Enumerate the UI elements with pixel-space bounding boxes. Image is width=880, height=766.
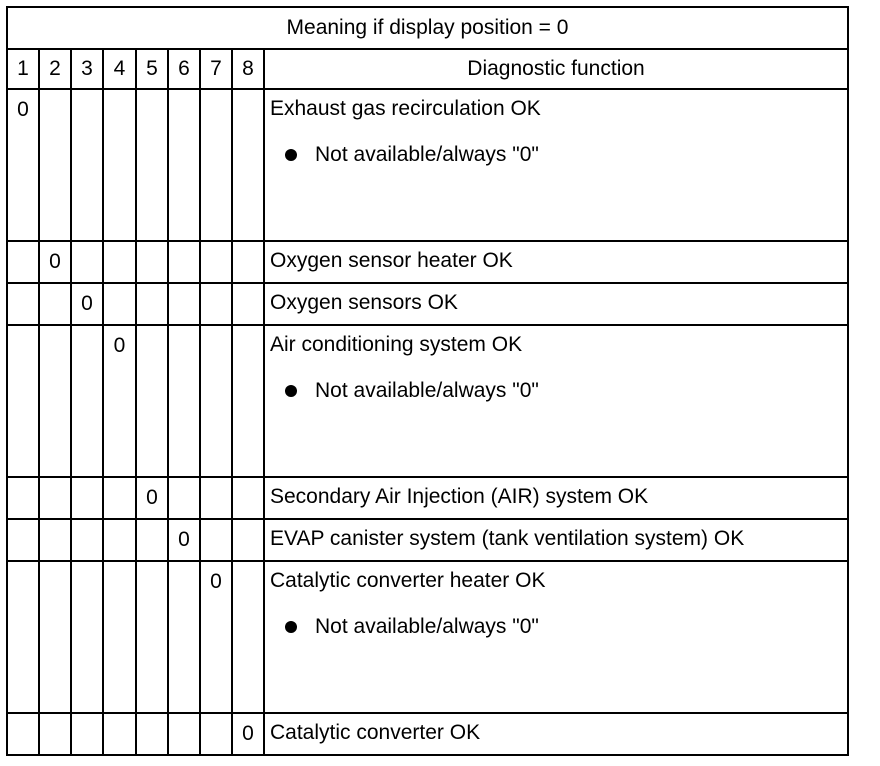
- function-cell: [264, 519, 848, 561]
- empty-cell: [7, 519, 39, 561]
- empty-cell: [232, 89, 264, 241]
- position-cell: [232, 713, 264, 755]
- empty-cell: [136, 519, 168, 561]
- empty-cell: [232, 325, 264, 477]
- table-row: [7, 241, 848, 283]
- function-text: Oxygen sensors OK: [270, 291, 458, 314]
- empty-cell: [103, 477, 136, 519]
- position-value: 0: [17, 98, 29, 121]
- empty-cell: [200, 241, 232, 283]
- position-cell: [103, 325, 136, 477]
- empty-cell: [71, 713, 103, 755]
- empty-cell: [200, 283, 232, 325]
- empty-cell: [71, 477, 103, 519]
- column-header-1: 1: [7, 49, 39, 89]
- function-text: Secondary Air Injection (AIR) system OK: [270, 485, 649, 508]
- empty-cell: [7, 477, 39, 519]
- empty-cell: [103, 561, 136, 713]
- empty-cell: [39, 283, 71, 325]
- empty-cell: [136, 325, 168, 477]
- empty-cell: [39, 477, 71, 519]
- position-value: 0: [178, 528, 190, 551]
- function-text: Air conditioning system OK: [270, 333, 523, 356]
- empty-cell: [39, 561, 71, 713]
- function-cell: [264, 561, 848, 713]
- empty-cell: [200, 477, 232, 519]
- position-cell: [168, 519, 200, 561]
- empty-cell: [200, 89, 232, 241]
- empty-cell: [7, 561, 39, 713]
- note-text: Not available/always "0": [315, 615, 539, 638]
- empty-cell: [39, 519, 71, 561]
- diagnostic-table: [6, 6, 849, 756]
- empty-cell: [39, 713, 71, 755]
- function-cell: [264, 89, 848, 241]
- empty-cell: [232, 477, 264, 519]
- empty-cell: [168, 561, 200, 713]
- empty-cell: [168, 325, 200, 477]
- table-row: [7, 519, 848, 561]
- empty-cell: [168, 89, 200, 241]
- empty-cell: [136, 561, 168, 713]
- function-cell: [264, 477, 848, 519]
- column-header-2: 2: [39, 49, 71, 89]
- column-header-7: 7: [200, 49, 232, 89]
- empty-cell: [136, 713, 168, 755]
- empty-cell: [200, 325, 232, 477]
- empty-cell: [7, 241, 39, 283]
- function-text: EVAP canister system (tank ventilation system) OK: [270, 527, 745, 550]
- note: [265, 121, 847, 167]
- empty-cell: [103, 241, 136, 283]
- empty-cell: [232, 519, 264, 561]
- function-header: Diagnostic function: [264, 49, 848, 89]
- empty-cell: [71, 325, 103, 477]
- table-row: [7, 561, 848, 713]
- note: [265, 357, 847, 403]
- table-title: Meaning if display position = 0: [7, 7, 848, 49]
- empty-cell: [71, 561, 103, 713]
- position-value: 0: [49, 250, 61, 273]
- note-text: Not available/always "0": [315, 379, 539, 402]
- empty-cell: [103, 89, 136, 241]
- position-cell: [7, 89, 39, 241]
- empty-cell: [200, 713, 232, 755]
- empty-cell: [136, 241, 168, 283]
- function-cell: [264, 283, 848, 325]
- empty-cell: [200, 519, 232, 561]
- function-text: Catalytic converter heater OK: [270, 569, 546, 592]
- empty-cell: [168, 241, 200, 283]
- column-header-4: 4: [103, 49, 136, 89]
- position-value: 0: [146, 486, 158, 509]
- empty-cell: [103, 283, 136, 325]
- bullet-icon: [285, 621, 297, 633]
- position-cell: [136, 477, 168, 519]
- table-row: [7, 325, 848, 477]
- empty-cell: [39, 89, 71, 241]
- function-cell: [264, 241, 848, 283]
- function-text: Oxygen sensor heater OK: [270, 249, 513, 272]
- empty-cell: [136, 283, 168, 325]
- empty-cell: [7, 325, 39, 477]
- function-text: Catalytic converter OK: [270, 721, 481, 744]
- empty-cell: [71, 519, 103, 561]
- function-text: Exhaust gas recirculation OK: [270, 97, 541, 120]
- empty-cell: [7, 283, 39, 325]
- position-value: 0: [242, 722, 254, 745]
- table-row: [7, 477, 848, 519]
- table-row: [7, 283, 848, 325]
- function-cell: [264, 713, 848, 755]
- position-value: 0: [113, 334, 126, 357]
- empty-cell: [103, 713, 136, 755]
- empty-cell: [71, 241, 103, 283]
- column-header-8: 8: [232, 49, 264, 89]
- bullet-icon: [285, 149, 297, 161]
- column-header-6: 6: [168, 49, 200, 89]
- header-row: [7, 49, 848, 89]
- position-cell: [71, 283, 103, 325]
- table-row: [7, 89, 848, 241]
- empty-cell: [136, 89, 168, 241]
- empty-cell: [103, 519, 136, 561]
- column-header-3: 3: [71, 49, 103, 89]
- column-header-5: 5: [136, 49, 168, 89]
- empty-cell: [168, 713, 200, 755]
- empty-cell: [168, 283, 200, 325]
- note: [265, 593, 847, 639]
- empty-cell: [71, 89, 103, 241]
- empty-cell: [232, 561, 264, 713]
- position-cell: [200, 561, 232, 713]
- bullet-icon: [285, 385, 297, 397]
- position-value: 0: [210, 570, 222, 593]
- note-text: Not available/always "0": [315, 143, 539, 166]
- empty-cell: [168, 477, 200, 519]
- empty-cell: [7, 713, 39, 755]
- position-cell: [39, 241, 71, 283]
- empty-cell: [232, 241, 264, 283]
- empty-cell: [39, 325, 71, 477]
- position-value: 0: [81, 292, 93, 315]
- table-row: [7, 713, 848, 755]
- empty-cell: [232, 283, 264, 325]
- function-cell: [264, 325, 848, 477]
